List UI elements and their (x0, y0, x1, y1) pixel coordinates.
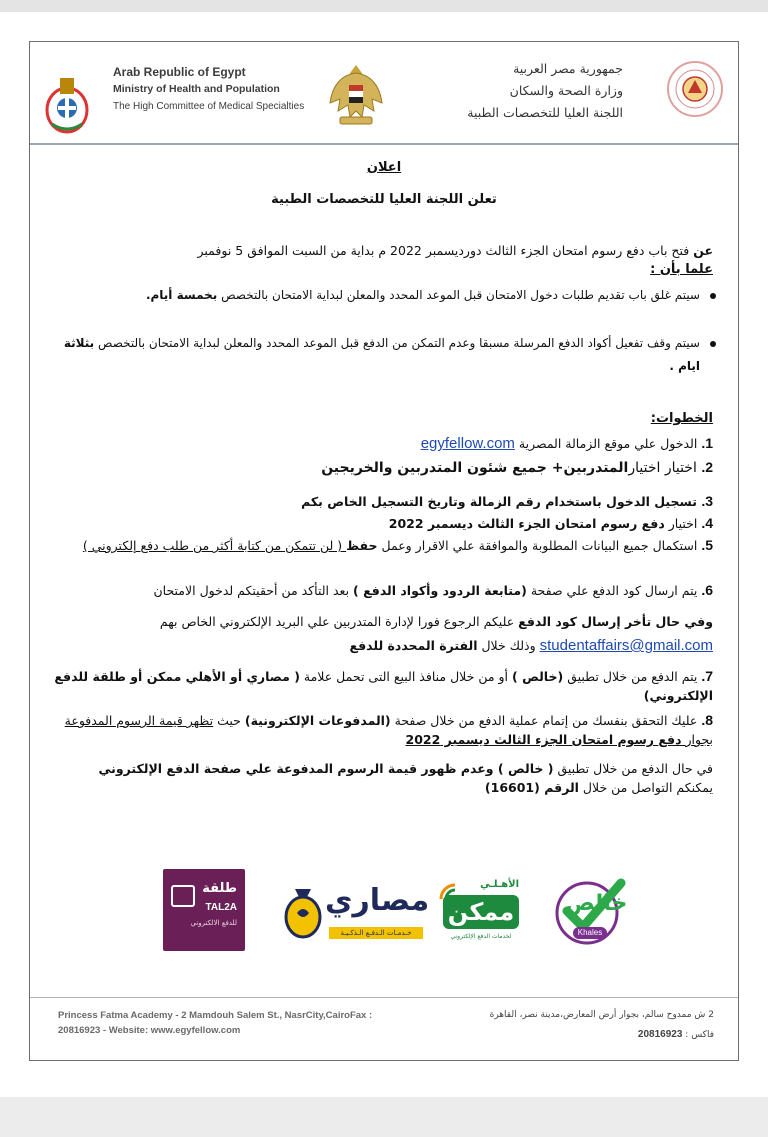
step-text: يتم ارسال كود الدفع علي صفحة (526, 583, 698, 598)
step-bold: (المدفوعات الإلكترونية) (244, 713, 391, 728)
footer-fax-line (474, 1025, 714, 1045)
footer-fax-number: 20816923 (637, 1029, 683, 1040)
steps-heading: الخطوات: (650, 411, 713, 426)
footer-address-ar (474, 1006, 714, 1045)
step-4 (50, 514, 713, 533)
intro-text: فتح باب دفع رسوم امتحان الجزء الثالث دورديسمبر 2022 م بداية من السبت الموافق 5 نوفمبر (197, 243, 694, 258)
step-text: عليك التحقق بنفسك من إتمام عملية الدفع من خلال صفحة (390, 713, 698, 728)
contact-text: في حال الدفع من خلال تطبيق (553, 761, 713, 776)
footer-divider (30, 997, 738, 998)
step-bold: (خالص ) (512, 669, 564, 684)
bullet-text: سيتم وقف تفعيل أكواد الدفع المرسلة مسبقا وعدم التمكن من الدفع قبل الموعد المحدد والمعلن لبداية الامتحان بالتخصص (94, 336, 700, 350)
step-number: 2. (701, 459, 713, 475)
masary-logo (283, 869, 430, 951)
step-8 (50, 711, 713, 749)
talqa-logo (163, 869, 245, 951)
masary-bag-icon (283, 883, 323, 939)
step-text-2: أو من خلال منافذ البيع التى تحمل علامة (299, 669, 512, 684)
intro-bold-word: عن (693, 243, 713, 258)
header-committee-name-ar: اللجنة العليا للتخصصات الطبية (467, 105, 623, 120)
late-bold: وفي حال تأخر إرسال كود الدفع (518, 614, 713, 629)
announcement-title: اعلان (366, 160, 402, 175)
late-bold-2: الفترة المحددة للدفع (349, 638, 478, 653)
step-6 (50, 581, 713, 600)
header-arabic (467, 58, 623, 124)
announcement-subtitle: تعلن اللجنة العليا للتخصصات الطبية (271, 192, 497, 207)
step-number: 6. (701, 582, 713, 598)
bullet-dot-icon (710, 293, 716, 299)
talqa-tagline: للدفع الالكتروني (190, 919, 237, 927)
viewer-top-bar (0, 0, 768, 12)
step-underlined: تظهر قيمة الرسوم المدفوعة بجوار (64, 713, 713, 747)
contact-text-2: يمكنكم التواصل من خلال (578, 780, 713, 795)
step-number: 7. (701, 668, 713, 684)
step-bold-2: ( مصاري أو الأهلي ممكن أو طلقة للدفع الإلكتروني) (54, 669, 713, 703)
note-heading: علما بأن : (650, 262, 713, 277)
masary-name-ar: مصاري (325, 883, 430, 918)
step-3 (50, 492, 713, 511)
late-text-2: وذلك خلال (477, 638, 540, 653)
khales-name-en: Khales (573, 927, 607, 939)
step-text: الدخول علي موقع الزمالة المصرية (514, 436, 698, 451)
bullet-item (60, 284, 700, 307)
talqa-name-ar: طلقة (202, 881, 237, 896)
step-1 (50, 434, 713, 453)
step-text: استكمال جميع البيانات المطلوبة والموافقة علي الاقرار وعمل (377, 538, 698, 553)
step-number: 3. (701, 493, 713, 509)
step-text: تسجيل الدخول باستخدام رقم الزمالة وتاريخ التسجيل الخاص بكم (301, 494, 697, 509)
step-number: 1. (701, 435, 713, 451)
header-ministry-name: Ministry of Health and Population (113, 83, 280, 95)
masary-tagline: خـدمـات الـدفـع الـذكـيـة (329, 927, 423, 939)
bullet-bold: بثلاثة ايام . (63, 336, 700, 373)
footer-address-ar-line: 2 ش ممدوح سالم، بجوار أرض المعارض،مدينة نصر، القاهرة (489, 1010, 714, 1020)
ahly-mumkin-logo (435, 869, 523, 951)
step-text: اختيار اختيار (628, 460, 697, 476)
footer-address-en: Princess Fatma Academy - 2 Mamdouh Salem St., NasrCity,CairoFax : 20816923 - Website: www.egyfellow.com (58, 1010, 373, 1036)
step-bold: حفظ (346, 538, 378, 553)
mumkin-name-ar: ممكن (443, 895, 519, 929)
header-ministry-name-ar: وزارة الصحة والسكان (509, 83, 623, 98)
step-number: 5. (701, 537, 713, 553)
step-2 (50, 458, 713, 478)
header-country-name-ar: جمهورية مصر العربية (513, 61, 623, 76)
student-affairs-email-link[interactable]: studentaffairs@gmail.com (539, 637, 713, 654)
viewer-bottom-bar (0, 1097, 768, 1137)
step-bold-2: دفع رسوم امتحان الجزء الثالث ديسمبر 2022 (405, 732, 682, 747)
header-divider (30, 143, 738, 145)
ministry-health-logo-icon (44, 74, 90, 134)
document-page (0, 12, 768, 1097)
talqa-card-icon (171, 885, 195, 907)
header-country-name: Arab Republic of Egypt (113, 65, 246, 79)
bullet-dot-icon (710, 341, 716, 347)
late-code-note (50, 610, 713, 658)
step-7 (50, 667, 713, 705)
bullet-bold: بخمسة أيام. (145, 288, 218, 302)
egyfellow-link[interactable]: egyfellow.com (420, 435, 515, 452)
step-5 (50, 536, 713, 555)
header-committee-name: The High Committee of Medical Specialties (113, 101, 305, 112)
contact-number: الرقم (16601) (484, 780, 579, 795)
khales-logo (547, 869, 635, 951)
bullet-item (60, 332, 700, 378)
step-bold: المتدربين+ جميع شئون المتدربين والخريجين (321, 460, 629, 476)
contact-bold: ( خالص ) (497, 761, 554, 776)
contact-bold-2: وعدم ظهور قيمة الرسوم المدفوعة علي صفحة الدفع الإلكتروني (98, 761, 498, 776)
step-text-2: حيث (213, 713, 245, 728)
khales-name-ar: خالص (565, 891, 628, 916)
egypt-eagle-emblem-icon (326, 59, 386, 129)
document-frame (29, 41, 739, 1061)
step-number: 4. (701, 515, 713, 531)
announcement-intro (50, 241, 713, 261)
committee-seal-icon (666, 60, 724, 118)
step-bold: (متابعة الردود وأكواد الدفع ) (353, 583, 527, 598)
step-number: 8. (701, 712, 713, 728)
talqa-name-en: TAL2A (205, 902, 237, 913)
late-text: عليكم الرجوع فورا لإدارة المتدربين علي البريد الإلكتروني الخاص بهم (159, 614, 519, 629)
mumkin-tagline: لخدمات الدفع الإلكتروني (450, 933, 512, 940)
contact-note (50, 759, 713, 797)
bullet-text: سيتم غلق باب تقديم طلبات دخول الامتحان قبل الموعد المحدد والمعلن لبداية الامتحان بالتخصص (217, 288, 700, 302)
mumkin-top-label: الأهـلـي (480, 879, 519, 890)
footer-fax-label: فاكس : (685, 1030, 714, 1040)
step-underlined: ( لن تتمكن من كتابة أكثر من طلب دفع إلكتروني ) (82, 538, 347, 553)
step-text: اختيار (664, 516, 698, 531)
header-english (113, 63, 353, 115)
step-text: يتم الدفع من خلال تطبيق (563, 669, 698, 684)
step-text-2: بعد التأكد من أحقيتكم لدخول الامتحان (153, 583, 354, 598)
step-bold: دفع رسوم امتحان الجزء الثالث ديسمبر 2022 (388, 516, 665, 531)
